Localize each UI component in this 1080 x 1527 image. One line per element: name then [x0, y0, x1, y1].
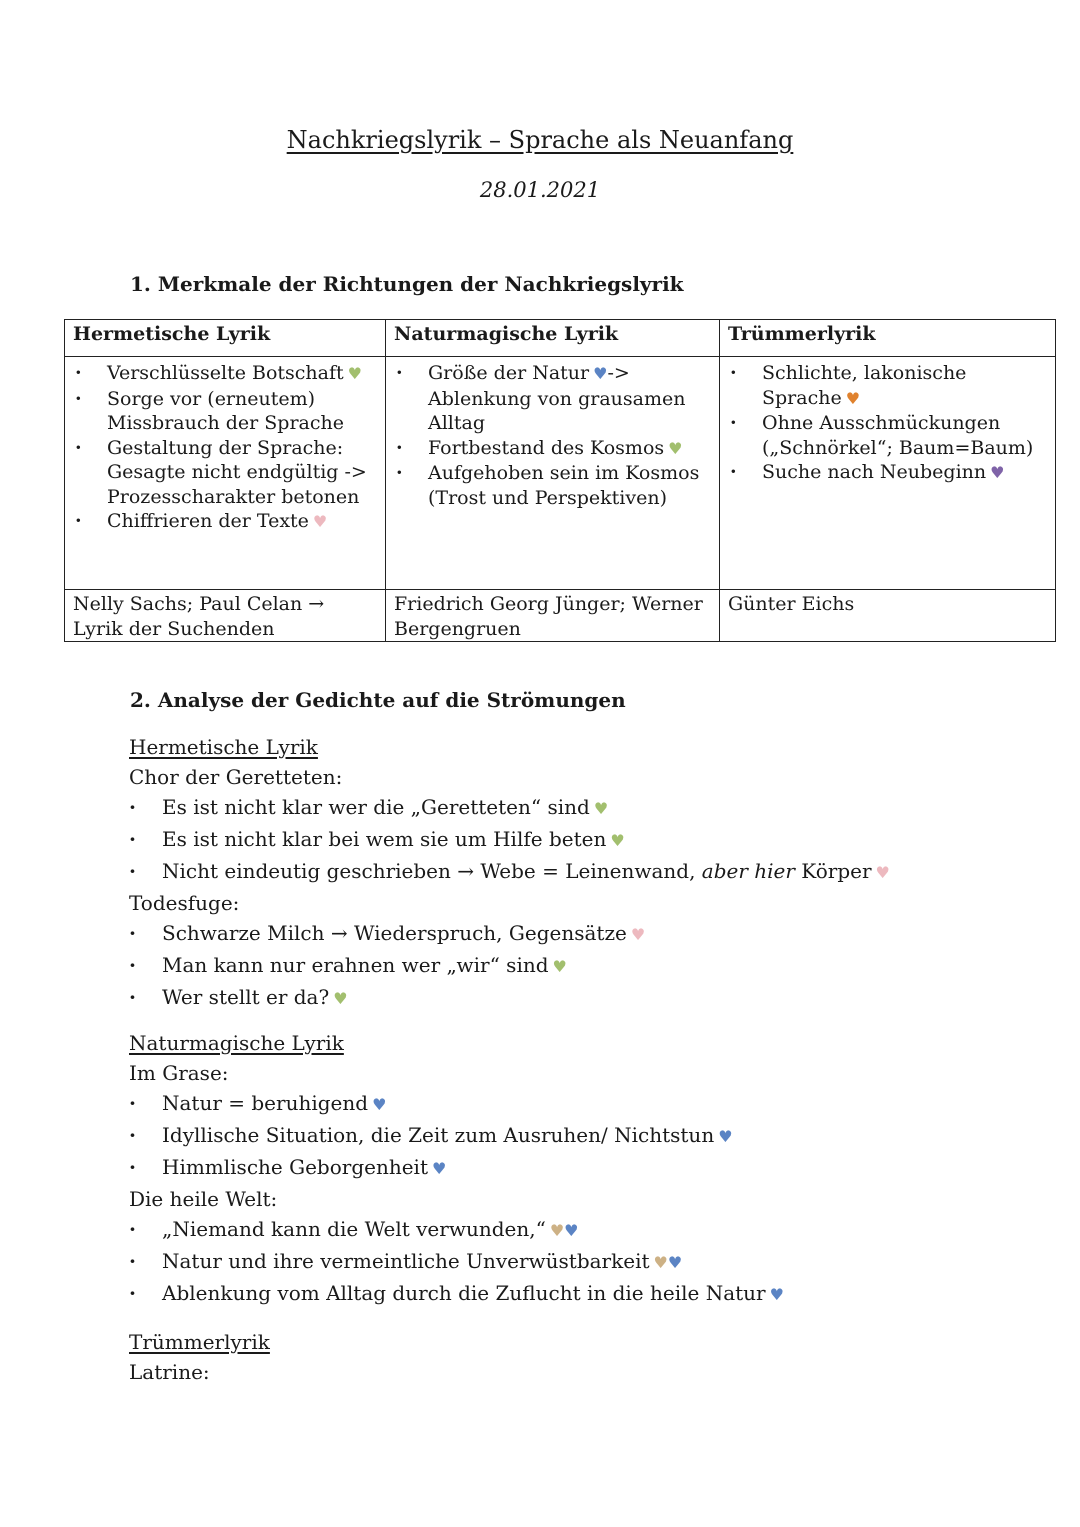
list-item	[129, 1214, 784, 1246]
poem-title: Chor der Geretteten:	[129, 765, 343, 789]
heart-icon: ♥	[347, 364, 362, 383]
heart-icon: ♥	[769, 1285, 784, 1304]
analysis-hermetisch	[129, 732, 890, 1014]
table-cell: Günter Eichs	[720, 590, 1056, 642]
table-cell-hermetisch	[65, 357, 386, 590]
list-item	[129, 1152, 784, 1184]
list-item	[129, 1088, 784, 1120]
list-item-text: -> Ablenkung von grausamen Alltag	[428, 362, 686, 434]
list-item-text-italic: aber hier	[701, 859, 795, 883]
list-item-text: Gestaltung der Sprache: Gesagte nicht endgültig -> Prozesscharakter betonen	[107, 436, 367, 508]
heart-icon: ♥	[549, 1221, 565, 1240]
subsection-heading: Naturmagische Lyrik	[129, 1031, 344, 1055]
poem-title: Todesfuge:	[129, 891, 240, 915]
list-item	[129, 1278, 784, 1310]
analysis-truemmer	[129, 1327, 270, 1387]
list-item-text: Ohne Ausschmückungen („Schnörkel“; Baum=Baum)	[762, 412, 1034, 459]
table-cell: Nelly Sachs; Paul Celan → Lyrik der Suchenden	[65, 590, 386, 642]
analysis-naturmagisch	[129, 1028, 784, 1310]
list-item	[129, 856, 890, 888]
list-item	[728, 411, 1047, 460]
list-item-text: Fortbestand des Kosmos	[428, 436, 665, 459]
list-item	[129, 982, 890, 1014]
table-header-cell: Naturmagische Lyrik	[386, 320, 720, 357]
list-item-text: Chiffrieren der Texte	[107, 510, 309, 532]
list-item-text: Schlichte, lakonische Sprache	[762, 362, 967, 409]
heart-icon: ♥	[668, 438, 683, 458]
heart-icon: ♥	[593, 364, 608, 383]
list-item	[73, 387, 377, 436]
list-item	[73, 436, 377, 510]
bullet-list	[129, 792, 890, 888]
list-item-text: Himmlische Geborgenheit	[162, 1155, 428, 1179]
list-item-text: Größe der Natur	[428, 362, 590, 384]
list-item	[728, 460, 1047, 486]
list-item-text: Natur und ihre vermeintliche Unverwüstbarkeit	[162, 1249, 650, 1273]
list-item	[73, 509, 377, 535]
heart-icon: ♥	[718, 1127, 733, 1146]
subsection-heading: Hermetische Lyrik	[129, 735, 318, 759]
list-item	[129, 792, 890, 824]
table-cell-naturmagisch	[386, 357, 720, 590]
list-item-text: Es ist nicht klar wer die „Geretteten“ sind	[162, 795, 590, 819]
table-row-authors	[65, 590, 1056, 642]
characteristics-table	[64, 319, 1056, 642]
heart-icon: ♥	[593, 799, 609, 818]
section-heading-2: 2. Analyse der Gedichte auf die Strömungen	[130, 688, 626, 712]
table-row	[65, 357, 1056, 590]
heart-icon: ♥	[653, 1253, 668, 1272]
heart-icon: ♥	[372, 1095, 387, 1114]
document-date: 28.01.2021	[479, 178, 601, 202]
heart-icon: ♥	[610, 831, 625, 850]
page-title: Nachkriegslyrik – Sprache als Neuanfang	[286, 126, 794, 154]
poem-title: Im Grase:	[129, 1061, 229, 1085]
table-header-row	[65, 320, 1056, 357]
list-item-text: Verschlüsselte Botschaft	[107, 362, 344, 384]
list-item	[394, 461, 711, 510]
list-item-text: Sorge vor (erneutem) Missbrauch der Sprache	[107, 387, 344, 434]
list-item-text: „Niemand kann die Welt verwunden,“	[162, 1217, 546, 1241]
heart-icon: ♥	[552, 957, 567, 976]
table-header-cell: Hermetische Lyrik	[65, 320, 386, 357]
bullet-list	[73, 361, 377, 535]
table-cell: Friedrich Georg Jünger; Werner Bergengruen	[386, 590, 720, 642]
heart-icon: ♥	[312, 512, 328, 531]
bullet-list	[394, 361, 711, 510]
heart-icon: ♥	[432, 1159, 447, 1178]
heart-icon: ♥	[667, 1253, 683, 1272]
list-item	[129, 950, 890, 982]
list-item-text: Aufgehoben sein im Kosmos (Trost und Perspektiven)	[428, 462, 700, 509]
list-item	[129, 1246, 784, 1278]
bullet-list	[129, 1214, 784, 1310]
list-item-text: Schwarze Milch → Wiederspruch, Gegensätze	[162, 921, 627, 945]
bullet-list	[129, 918, 890, 1014]
bullet-list	[129, 1088, 784, 1184]
list-item-text: Wer stellt er da?	[162, 985, 330, 1009]
heart-icon: ♥	[845, 388, 861, 408]
section-heading-1: 1. Merkmale der Richtungen der Nachkriegslyrik	[130, 272, 684, 296]
heart-icon: ♥	[333, 989, 348, 1008]
table-header-cell: Trümmerlyrik	[720, 320, 1056, 357]
heart-icon: ♥	[630, 925, 646, 944]
poem-title: Die heile Welt:	[129, 1187, 278, 1211]
list-item	[129, 1120, 784, 1152]
heart-icon: ♥	[990, 463, 1005, 482]
heart-icon: ♥	[564, 1221, 579, 1240]
heart-icon: ♥	[875, 863, 890, 882]
list-item	[129, 824, 890, 856]
table-cell-truemmer	[720, 357, 1056, 590]
list-item	[728, 361, 1047, 411]
list-item	[394, 361, 711, 436]
list-item	[394, 436, 711, 462]
list-item-text: Nicht eindeutig geschrieben → Webe = Leinenwand,	[162, 859, 702, 883]
list-item	[129, 918, 890, 950]
list-item	[73, 361, 377, 387]
list-item-text: Suche nach Neubeginn	[762, 461, 987, 483]
list-item-text: Ablenkung vom Alltag durch die Zuflucht in die heile Natur	[162, 1281, 766, 1305]
list-item-text: Man kann nur erahnen wer „wir“ sind	[162, 953, 549, 977]
list-item-text: Natur = beruhigend	[162, 1091, 369, 1115]
list-item-text: Idyllische Situation, die Zeit zum Ausruhen/ Nichtstun	[162, 1123, 715, 1147]
poem-title: Latrine:	[129, 1360, 210, 1384]
list-item-text: Es ist nicht klar bei wem sie um Hilfe beten	[162, 827, 607, 851]
subsection-heading: Trümmerlyrik	[129, 1330, 270, 1354]
list-item-text: Körper	[794, 859, 872, 883]
bullet-list	[728, 361, 1047, 486]
